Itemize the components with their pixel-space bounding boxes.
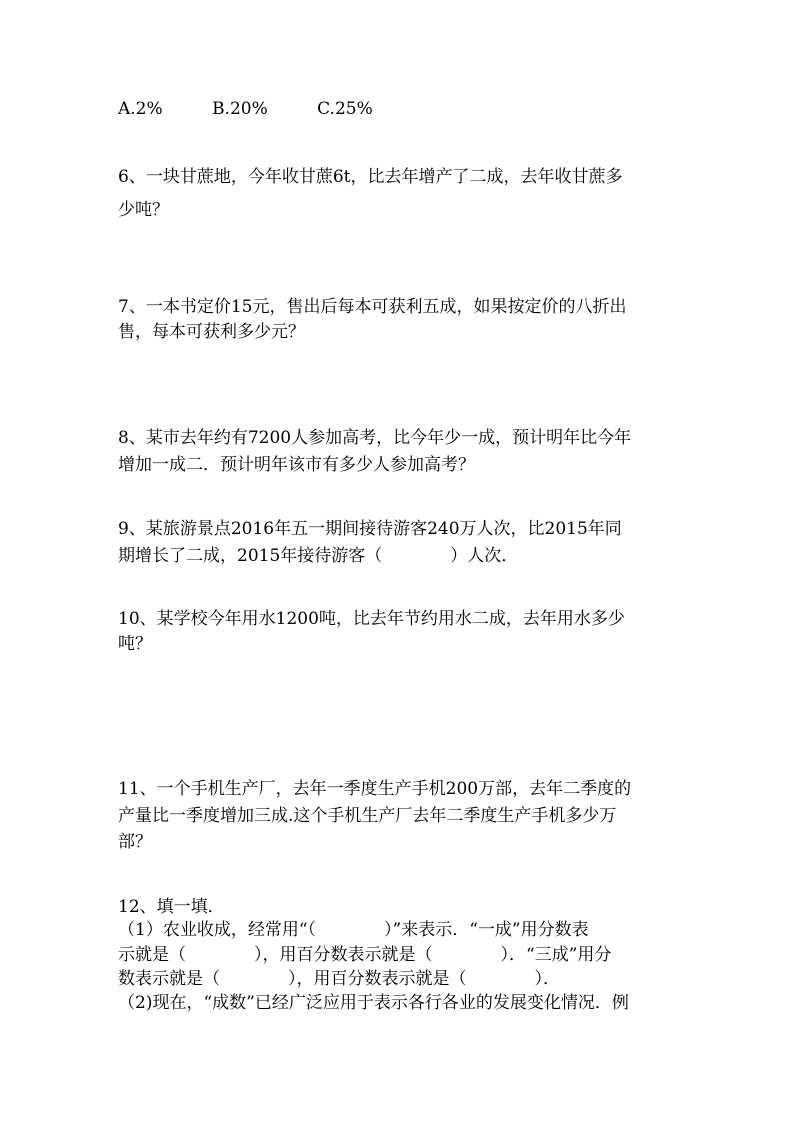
question-11-line-3: 部？ (118, 832, 152, 852)
question-12-line-3: 数表示就是（ ），用百分数表示就是（ ）． (118, 969, 560, 989)
answer-options (118, 99, 698, 119)
question-12-line-2: 示就是（ ），用百分数表示就是（ ）．“三成”用分 (118, 945, 612, 965)
question-7-line-2: 售，每本可获利多少元？ (118, 322, 305, 342)
question-12-line-4: （2)现在，“成数”已经广泛应用于表示各行各业的发展变化情况．例 (118, 993, 629, 1013)
option-c: C.25% (317, 99, 373, 119)
option-a: A.2% (118, 99, 163, 119)
question-6-line-1: 6、一块甘蔗地，今年收甘蔗6t，比去年增产了二成，去年收甘蔗多 (118, 167, 623, 187)
question-10-line-1: 10、某学校今年用水1200吨，比去年节约用水二成，去年用水多少 (118, 609, 625, 629)
option-b: B.20% (212, 99, 268, 119)
question-9-line-2: 期增长了二成，2015年接待游客（ ）人次． (118, 546, 519, 566)
question-11-line-2: 产量比一季度增加三成.这个手机生产厂去年二季度生产手机多少万 (118, 806, 617, 826)
question-7-line-1: 7、一本书定价15元，售出后每本可获利五成，如果按定价的八折出 (118, 297, 627, 317)
question-11-line-1: 11、一个手机生产厂，去年一季度生产手机200万部，去年二季度的 (118, 779, 632, 799)
question-8-line-2: 增加一成二．预计明年该市有多少人参加高考？ (118, 455, 475, 475)
question-8-line-1: 8、某市去年约有7200人参加高考，比今年少一成，预计明年比今年 (118, 428, 632, 448)
question-9-line-1: 9、某旅游景点2016年五一期间接待游客240万人次，比2015年同 (118, 519, 622, 539)
question-6-line-2: 少吨？ (118, 200, 169, 220)
question-12-line-1: （1）农业收成，经常用“（ ）”来表示．“一成”用分数表 (118, 920, 589, 940)
question-10-line-2: 吨？ (118, 634, 152, 654)
question-12-title: 12、填一填． (118, 897, 225, 917)
